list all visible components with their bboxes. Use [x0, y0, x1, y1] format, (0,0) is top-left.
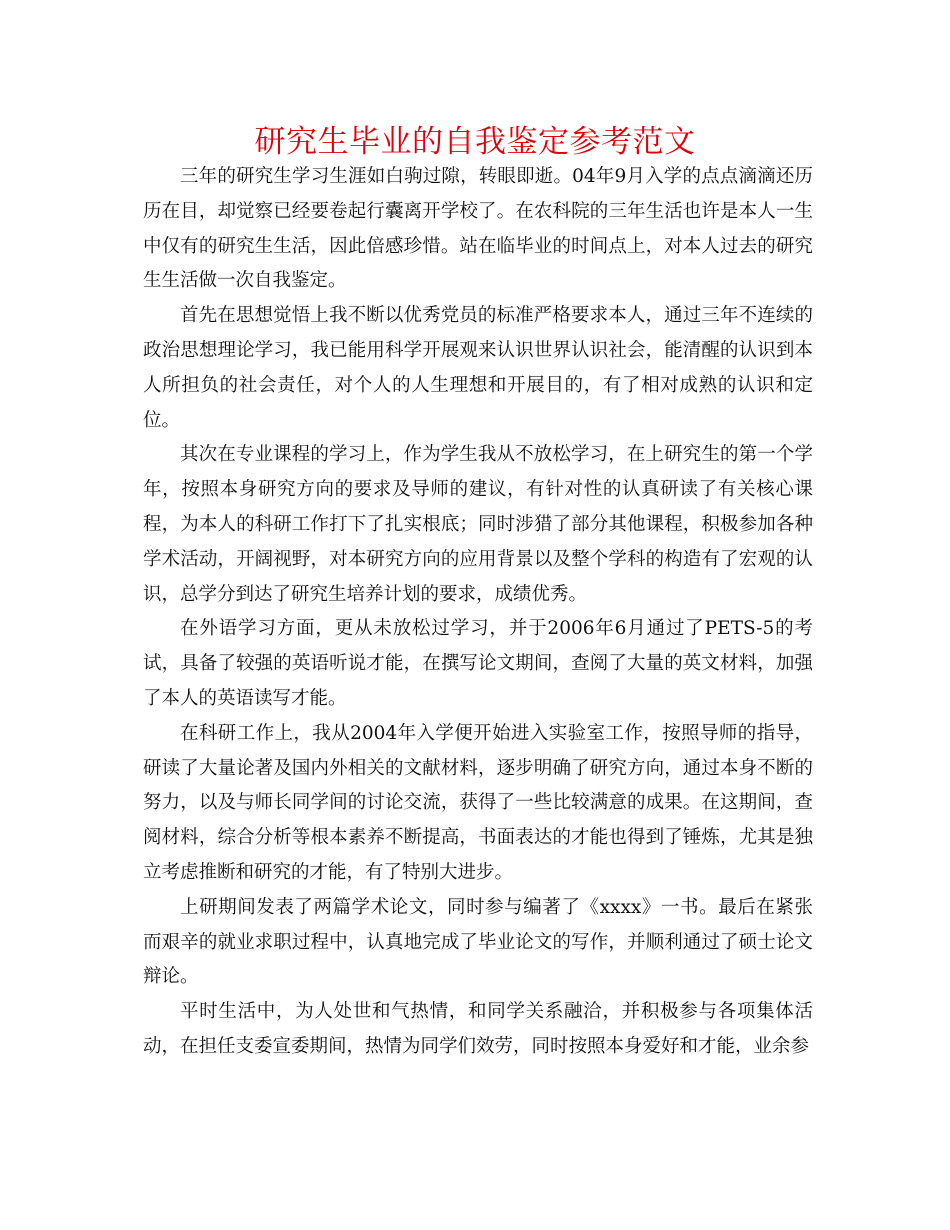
paragraph-research: 在科研工作上，我从2004年入学便开始进入实验室工作，按照导师的指导，研读了大量论著及国内外相关的文献材料，逐步明确了研究方向，通过本身不断的努力，以及与师长同学间的讨论交流，获得了一些比较满意的成果。在这期间，查阅材料，综合分析等根本素养不断提高，书面表达的才能也得到了锤炼，尤其是独立考虑推断和研究的才能，有了特别大进步。 — [143, 722, 813, 883]
document-title: 研究生毕业的自我鉴定参考范文 — [254, 124, 696, 160]
paragraph-publications: 上研期间发表了两篇学术论文，同时参与编著了《xxxx》一书。最后在紧张而艰辛的就业求职过程中，认真地完成了毕业论文的写作，并顺利通过了硕士论文辩论。 — [143, 896, 813, 988]
paragraph-intro: 三年的研究生学习生涯如白驹过隙，转眼即逝。04年9月入学的点点滴滴还历历在目，却觉察已经要卷起行囊离开学校了。在农科院的三年生活也许是本人一生中仅有的研究生生活，因此倍感珍惜。站在临毕业的时间点上，对本人过去的研究生生活做一次自我鉴定。 — [143, 166, 813, 292]
document-body — [143, 160, 813, 1065]
paragraph-ideology: 首先在思想觉悟上我不断以优秀党员的标准严格要求本人，通过三年不连续的政治思想理论学习，我已能用科学开展观来认识世界认识社会，能清醒的认识到本人所担负的社会责任，对个人的人生理想和开展目的，有了相对成熟的认识和定位。 — [143, 305, 813, 431]
paragraph-daily-life: 平时生活中，为人处世和气热情，和同学关系融洽，并积极参与各项集体活动，在担任支委宣委期间，热情为同学们效劳，同时按照本身爱好和才能，业余参 — [143, 1001, 813, 1057]
paragraph-foreign-language: 在外语学习方面，更从未放松过学习，并于2006年6月通过了PETS-5的考试，具备了较强的英语听说才能，在撰写论文期间，查阅了大量的英文材料，加强了本人的英语读写才能。 — [143, 618, 813, 709]
paragraph-coursework: 其次在专业课程的学习上，作为学生我从不放松学习，在上研究生的第一个学年，按照本身研究方向的要求及导师的建议，有针对性的认真研读了有关核心课程，为本人的科研工作打下了扎实根底；同时涉猎了部分其他课程，积极参加各种学术活动，开阔视野，对本研究方向的应用背景以及整个学科的构造有了宏观的认识，总学分到达了研究生培养计划的要求，成绩优秀。 — [143, 444, 813, 605]
